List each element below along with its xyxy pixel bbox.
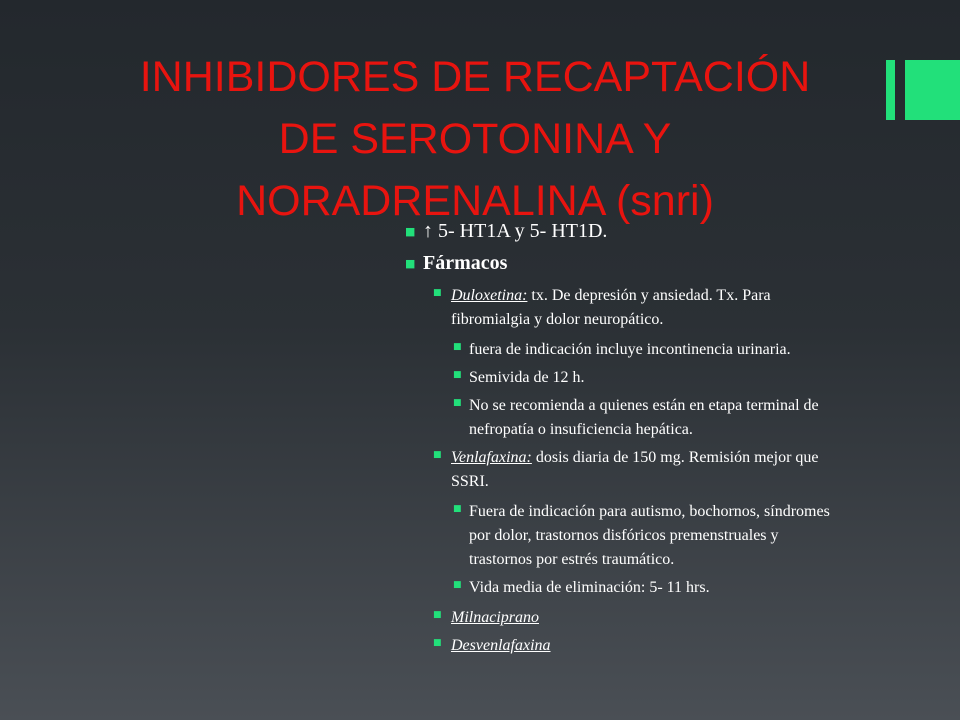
drug-name-desvenlafaxina: Desvenlafaxina: [451, 637, 551, 654]
drug-name-milnaciprano: Milnaciprano: [451, 609, 539, 626]
title-line-3: NORADRENALINA (snri): [236, 177, 714, 225]
bullet-text: Fármacos: [423, 252, 508, 274]
bullet-text: [469, 394, 929, 442]
drug-name-duloxetina: Duloxetina:: [451, 287, 528, 304]
text-line-2: por dolor, trastornos disfóricos premenstruales y: [469, 527, 779, 544]
bullet-text: ↑ 5- HT1A y 5- HT1D.: [423, 220, 608, 242]
square-bullet-icon: ■: [453, 370, 462, 380]
square-bullet-icon: ■: [405, 257, 416, 270]
square-bullet-icon: ■: [453, 504, 462, 514]
text-line-3: trastornos por estrés traumático.: [469, 551, 675, 568]
square-bullet-icon: ■: [433, 610, 442, 620]
title-line-1: INHIBIDORES DE RECAPTACIÓN: [139, 53, 811, 101]
bullet-text: [451, 446, 921, 494]
bullet-text: fuera de indicación incluye incontinencia urinaria.: [469, 341, 791, 358]
text-line-1: No se recomienda a quienes están en etapa terminal de: [469, 397, 819, 414]
drug-desc-line2: fibromialgia y dolor neuropático.: [451, 311, 664, 328]
drug-desc-line2: SSRI.: [451, 473, 489, 490]
text-line-2: nefropatía o insuficiencia hepática.: [469, 421, 693, 438]
bullet-text: Semivida de 12 h.: [469, 369, 585, 386]
bullet-text: [469, 500, 929, 572]
decorative-bar-thin: [886, 60, 895, 120]
bullet-text: Vida media de eliminación: 5- 11 hrs.: [469, 579, 710, 596]
text-line-1: Fuera de indicación para autismo, bochornos, síndromes: [469, 503, 830, 520]
square-bullet-icon: ■: [433, 450, 442, 460]
square-bullet-icon: ■: [453, 342, 462, 352]
drug-desc: tx. De depresión y ansiedad. Tx. Para: [527, 287, 771, 304]
slide-title: [70, 46, 880, 232]
drug-name-venlafaxina: Venlafaxina:: [451, 449, 532, 466]
square-bullet-icon: ■: [453, 580, 462, 590]
square-bullet-icon: ■: [405, 225, 416, 238]
square-bullet-icon: ■: [433, 288, 442, 298]
decorative-bar-thick: [905, 60, 960, 120]
square-bullet-icon: ■: [433, 638, 442, 648]
drug-desc: dosis diaria de 150 mg. Remisión mejor que: [531, 449, 819, 466]
bullet-text: [451, 284, 921, 332]
title-line-2: DE SEROTONINA Y: [278, 115, 672, 163]
square-bullet-icon: ■: [453, 398, 462, 408]
